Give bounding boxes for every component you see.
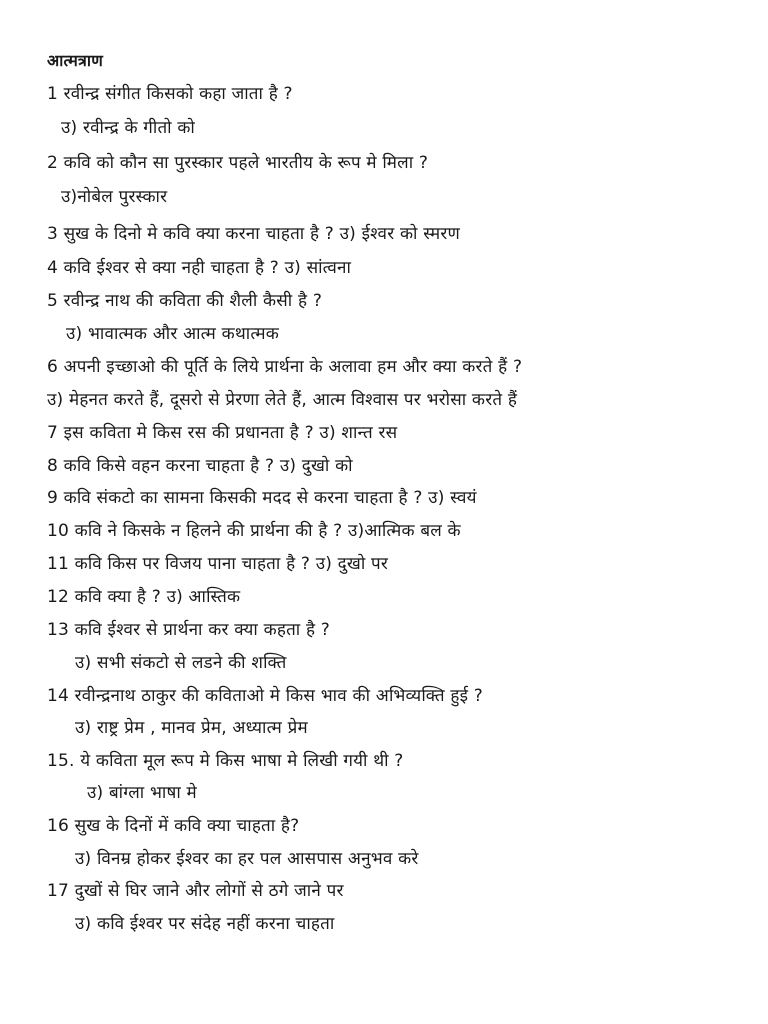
- answer-5: उ) भावात्मक और आत्म कथात्मक: [66, 324, 279, 344]
- document-title: आत्मत्राण: [47, 51, 103, 70]
- answer-14: उ) राष्ट्र प्रेम , मानव प्रेम, अध्यात्म प्रेम: [75, 718, 308, 738]
- question-answer-8: 8 कवि किसे वहन करना चाहता है ? उ) दुखो को: [47, 456, 353, 476]
- question-answer-7: 7 इस कविता मे किस रस की प्रधानता है ? उ) शान्त रस: [47, 423, 398, 443]
- answer-16: उ) विनम्र होकर ईश्वर का हर पल आसपास अनुभव करे: [75, 849, 419, 869]
- answer-17: उ) कवि ईश्वर पर संदेह नहीं करना चाहता: [75, 914, 335, 934]
- question-5: 5 रवीन्द्र नाथ की कविता की शैली कैसी है ?: [47, 291, 323, 311]
- question-15: 15. ये कविता मूल रूप मे किस भाषा मे लिखी गयी थी ?: [47, 751, 404, 771]
- answer-13: उ) सभी संकटो से लडने की शक्ति: [75, 653, 287, 673]
- question-14: 14 रवीन्द्रनाथ ठाकुर की कविताओ मे किस भाव की अभिव्यक्ति हुई ?: [47, 686, 484, 706]
- question-1: 1 रवीन्द्र संगीत किसको कहा जाता है ?: [47, 84, 293, 104]
- answer-6: उ) मेहनत करते हैं, दूसरो से प्रेरणा लेते हैं, आत्म विश्वास पर भरोसा करते हैं: [47, 390, 518, 410]
- question-13: 13 कवि ईश्वर से प्रार्थना कर क्या कहता है ?: [47, 620, 331, 640]
- question-answer-10: 10 कवि ने किसके न हिलने की प्रार्थना की है ? उ)आत्मिक बल के: [47, 521, 461, 541]
- question-answer-9: 9 कवि संकटो का सामना किसकी मदद से करना चाहता है ? उ) स्वयं: [47, 488, 477, 508]
- answer-2: उ)नोबेल पुरस्कार: [61, 187, 168, 207]
- question-6: 6 अपनी इच्छाओ की पूर्ति के लिये प्रार्थना के अलावा हम और क्या करते हैं ?: [47, 357, 523, 377]
- answer-1: उ) रवीन्द्र के गीतो को: [61, 118, 196, 138]
- question-answer-4: 4 कवि ईश्वर से क्या नही चाहता है ? उ) सांत्वना: [47, 258, 352, 278]
- question-16: 16 सुख के दिनों में कवि क्या चाहता है?: [47, 816, 300, 836]
- question-17: 17 दुखों से घिर जाने और लोगों से ठगे जाने पर: [47, 881, 344, 901]
- answer-15: उ) बांग्ला भाषा मे: [87, 783, 197, 803]
- question-2: 2 कवि को कौन सा पुरस्कार पहले भारतीय के रूप मे मिला ?: [47, 153, 429, 173]
- question-answer-11: 11 कवि किस पर विजय पाना चाहता है ? उ) दुखो पर: [47, 554, 389, 574]
- question-answer-12: 12 कवि क्या है ? उ) आस्तिक: [47, 587, 241, 607]
- question-answer-3: 3 सुख के दिनो मे कवि क्या करना चाहता है ? उ) ईश्वर को स्मरण: [47, 224, 461, 244]
